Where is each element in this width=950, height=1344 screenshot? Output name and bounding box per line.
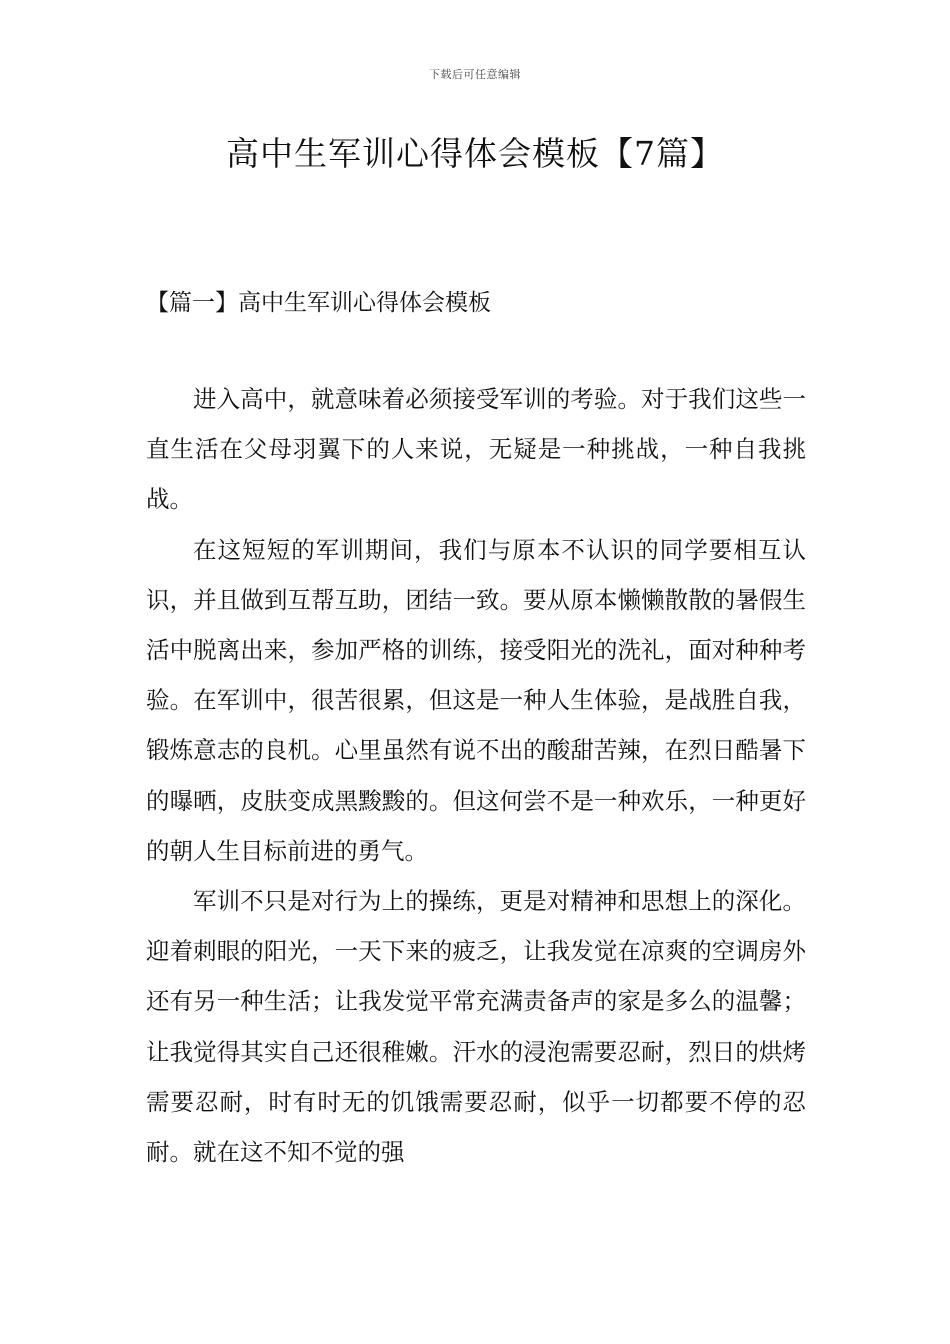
- section-heading: 【篇一】高中生军训心得体会模板: [146, 290, 491, 316]
- paragraph: 军训不只是对行为上的操练，更是对精神和思想上的深化。迎着刺眼的阳光，一天下来的疲乏，让我发觉在凉爽的空调房外还有另一种生活；让我发觉平常充满责备声的家是多么的温馨；让我觉得其实自己还很稚嫩。汗水的浸泡需要忍耐，烈日的烘烤需要忍耐，时有时无的饥饿需要忍耐，似乎一切都要不停的忍耐。就在这不知不觉的强: [146, 887, 806, 1167]
- paragraph: 进入高中，就意味着必须接受军训的考验。对于我们这些一直生活在父母羽翼下的人来说，无疑是一种挑战，一种自我挑战。: [146, 385, 806, 514]
- document-title: 高中生军训心得体会模板【7篇】: [226, 134, 724, 173]
- body-text: [146, 374, 806, 1177]
- header-note: 下载后可任意编辑: [429, 68, 521, 81]
- paragraph: 在这短短的军训期间，我们与原本不认识的同学要相互认识，并且做到互帮互助，团结一致。要从原本懒懒散散的暑假生活中脱离出来，参加严格的训练，接受阳光的洗礼，面对种种考验。在军训中，很苦很累，但这是一种人生体验，是战胜自我，锻炼意志的良机。心里虽然有说不出的酸甜苦辣，在烈日酷暑下的曝晒，皮肤变成黑黢黢的。但这何尝不是一种欢乐，一种更好的朝人生目标前进的勇气。: [146, 535, 806, 865]
